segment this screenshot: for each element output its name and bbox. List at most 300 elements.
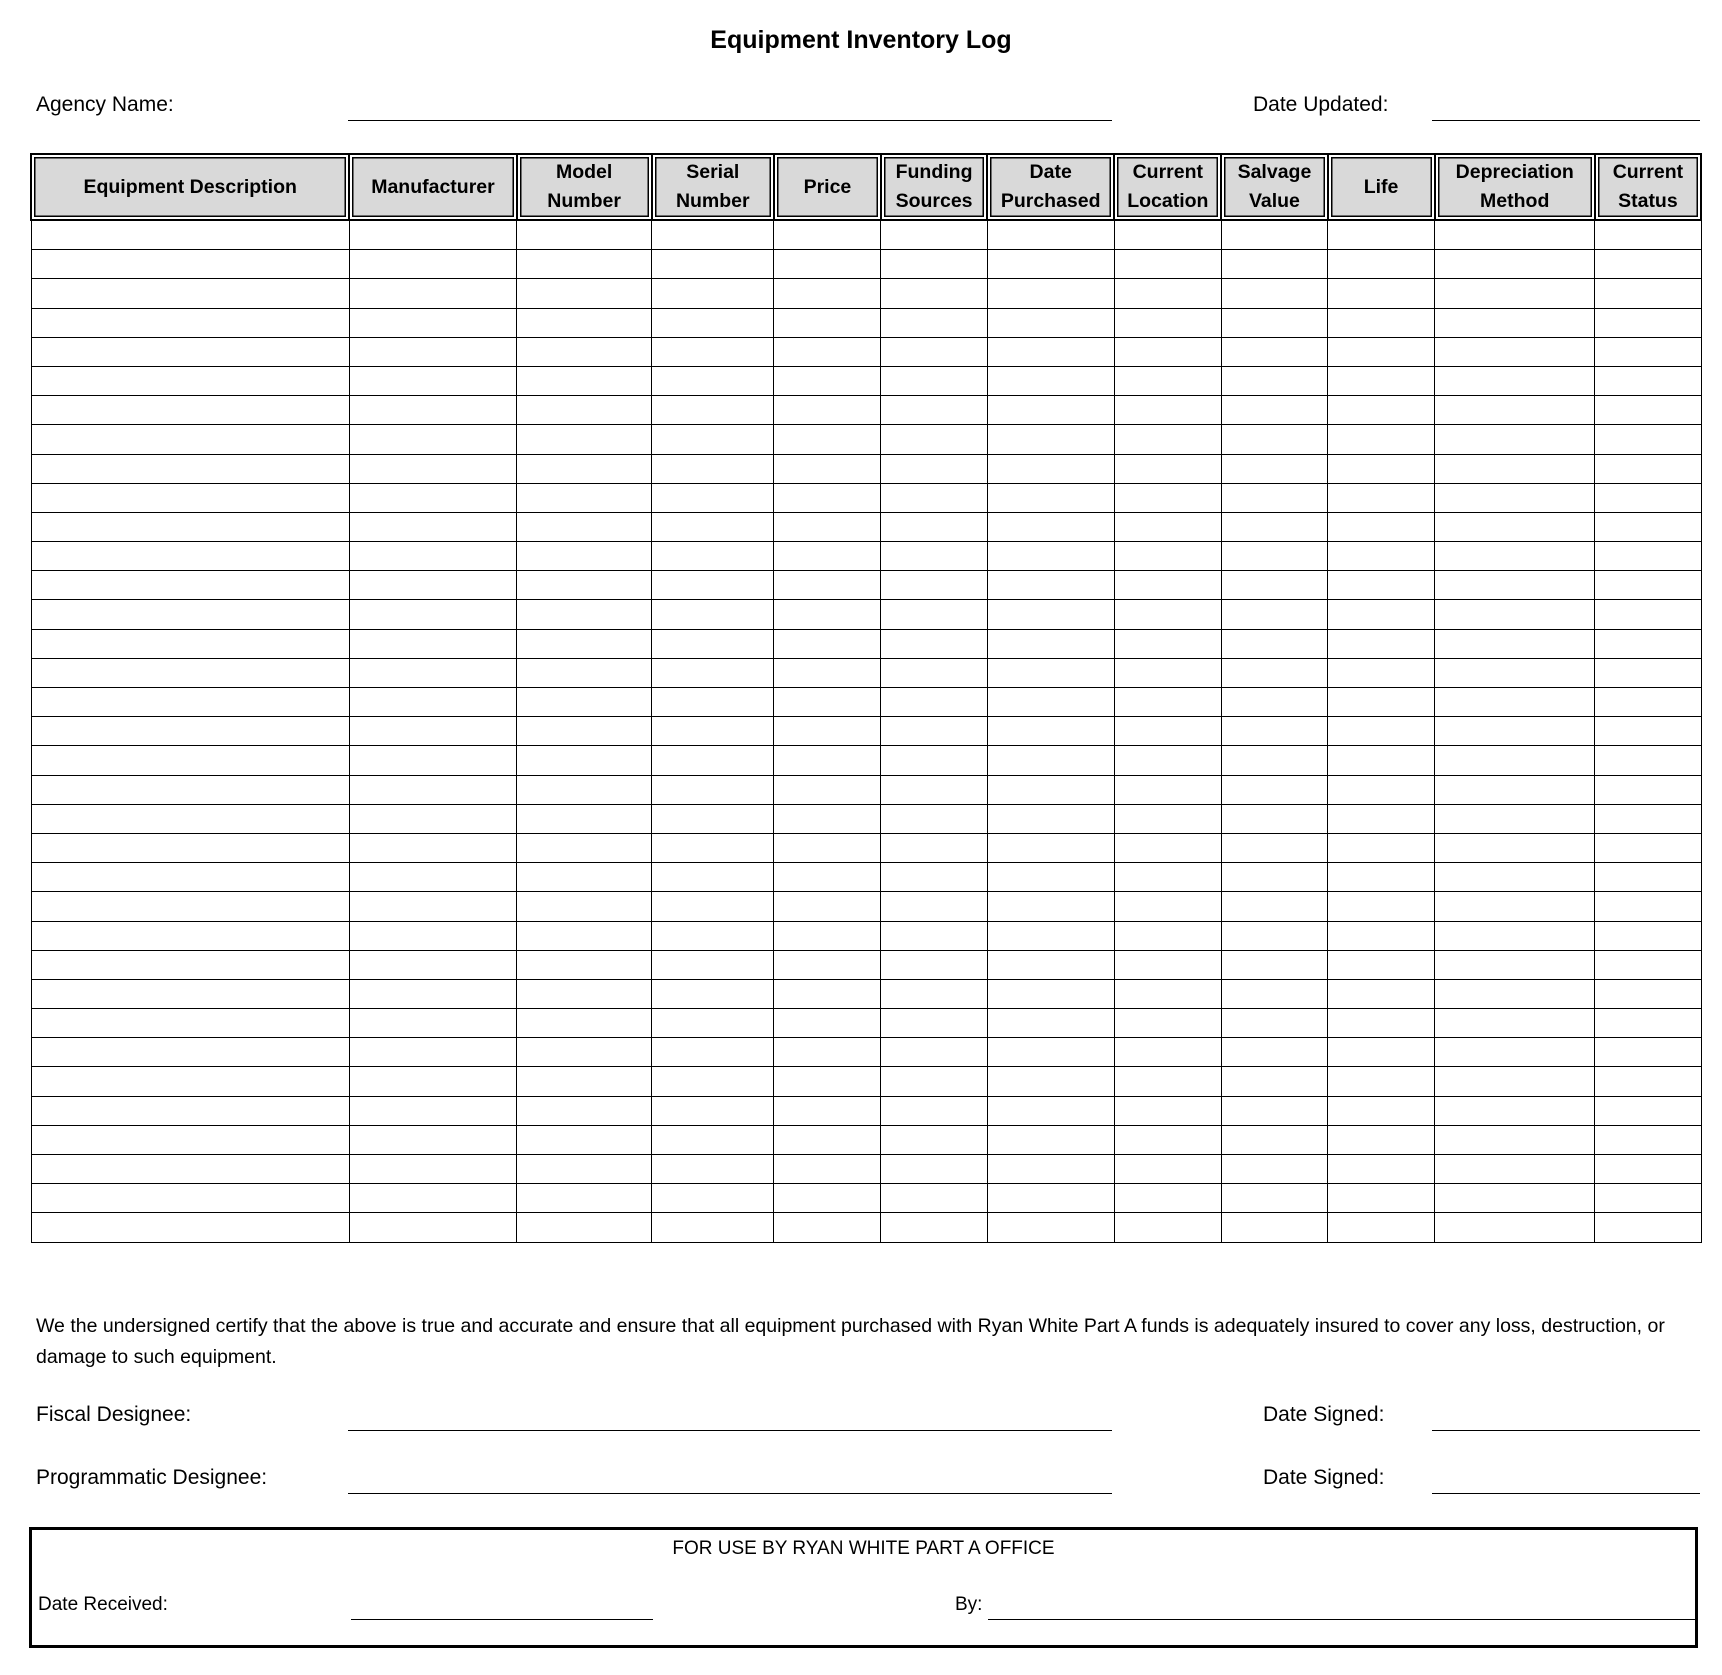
table-cell[interactable] [31, 366, 349, 395]
table-cell[interactable] [881, 600, 987, 629]
table-cell[interactable] [31, 600, 349, 629]
table-cell[interactable] [1435, 571, 1595, 600]
table-cell[interactable] [774, 1009, 881, 1038]
table-cell[interactable] [881, 454, 987, 483]
table-cell[interactable] [1435, 250, 1595, 279]
table-cell[interactable] [1221, 600, 1327, 629]
table-cell[interactable] [1221, 1184, 1327, 1213]
table-cell[interactable] [774, 950, 881, 979]
table-cell[interactable] [1328, 542, 1435, 571]
table-cell[interactable] [31, 950, 349, 979]
table-cell[interactable] [881, 658, 987, 687]
table-cell[interactable] [774, 1096, 881, 1125]
table-cell[interactable] [1221, 337, 1327, 366]
table-cell[interactable] [652, 950, 774, 979]
table-cell[interactable] [517, 337, 652, 366]
table-cell[interactable] [881, 979, 987, 1008]
table-cell[interactable] [774, 833, 881, 862]
table-cell[interactable] [987, 1125, 1114, 1154]
table-cell[interactable] [987, 950, 1114, 979]
table-cell[interactable] [349, 250, 516, 279]
table-cell[interactable] [1114, 863, 1221, 892]
table-cell[interactable] [31, 1067, 349, 1096]
table-cell[interactable] [1114, 746, 1221, 775]
table-cell[interactable] [31, 308, 349, 337]
table-cell[interactable] [31, 1009, 349, 1038]
table-cell[interactable] [349, 1038, 516, 1067]
table-cell[interactable] [774, 921, 881, 950]
table-cell[interactable] [1435, 1213, 1595, 1242]
table-cell[interactable] [652, 483, 774, 512]
table-cell[interactable] [774, 542, 881, 571]
table-cell[interactable] [1221, 629, 1327, 658]
table-cell[interactable] [1595, 746, 1701, 775]
table-cell[interactable] [1221, 1067, 1327, 1096]
table-cell[interactable] [517, 279, 652, 308]
table-cell[interactable] [1114, 1125, 1221, 1154]
table-cell[interactable] [987, 775, 1114, 804]
table-cell[interactable] [1114, 629, 1221, 658]
table-cell[interactable] [1114, 1184, 1221, 1213]
table-cell[interactable] [987, 1184, 1114, 1213]
table-cell[interactable] [1221, 1125, 1327, 1154]
table-cell[interactable] [881, 804, 987, 833]
table-cell[interactable] [1114, 337, 1221, 366]
table-cell[interactable] [1328, 308, 1435, 337]
table-cell[interactable] [1328, 1155, 1435, 1184]
table-cell[interactable] [1114, 1038, 1221, 1067]
table-cell[interactable] [349, 1009, 516, 1038]
table-cell[interactable] [1595, 658, 1701, 687]
table-cell[interactable] [1595, 483, 1701, 512]
table-cell[interactable] [652, 425, 774, 454]
table-cell[interactable] [1328, 1096, 1435, 1125]
table-cell[interactable] [1435, 600, 1595, 629]
table-cell[interactable] [881, 746, 987, 775]
table-cell[interactable] [349, 600, 516, 629]
table-cell[interactable] [652, 366, 774, 395]
table-cell[interactable] [1328, 250, 1435, 279]
date-signed-field-fiscal[interactable] [1432, 1430, 1700, 1431]
table-cell[interactable] [1221, 1038, 1327, 1067]
table-cell[interactable] [652, 250, 774, 279]
table-cell[interactable] [881, 1009, 987, 1038]
table-cell[interactable] [652, 775, 774, 804]
table-cell[interactable] [1328, 454, 1435, 483]
table-cell[interactable] [1328, 921, 1435, 950]
table-cell[interactable] [31, 892, 349, 921]
table-cell[interactable] [1595, 1184, 1701, 1213]
table-cell[interactable] [1595, 1213, 1701, 1242]
table-cell[interactable] [987, 396, 1114, 425]
table-cell[interactable] [1221, 746, 1327, 775]
table-cell[interactable] [349, 542, 516, 571]
table-cell[interactable] [1114, 717, 1221, 746]
table-cell[interactable] [31, 921, 349, 950]
table-cell[interactable] [774, 1184, 881, 1213]
table-cell[interactable] [1435, 1096, 1595, 1125]
table-cell[interactable] [881, 512, 987, 541]
table-cell[interactable] [1595, 950, 1701, 979]
table-cell[interactable] [1114, 1213, 1221, 1242]
table-cell[interactable] [987, 454, 1114, 483]
table-cell[interactable] [1435, 337, 1595, 366]
table-cell[interactable] [1221, 483, 1327, 512]
table-cell[interactable] [349, 308, 516, 337]
table-cell[interactable] [349, 658, 516, 687]
table-cell[interactable] [987, 1038, 1114, 1067]
table-cell[interactable] [1435, 308, 1595, 337]
table-cell[interactable] [349, 1184, 516, 1213]
table-cell[interactable] [1435, 366, 1595, 395]
table-cell[interactable] [652, 921, 774, 950]
table-cell[interactable] [987, 979, 1114, 1008]
table-cell[interactable] [1435, 425, 1595, 454]
table-cell[interactable] [1221, 542, 1327, 571]
table-cell[interactable] [349, 746, 516, 775]
table-cell[interactable] [1595, 979, 1701, 1008]
table-cell[interactable] [1595, 512, 1701, 541]
table-cell[interactable] [987, 250, 1114, 279]
table-cell[interactable] [349, 629, 516, 658]
table-cell[interactable] [987, 833, 1114, 862]
table-cell[interactable] [774, 454, 881, 483]
table-cell[interactable] [349, 279, 516, 308]
table-cell[interactable] [349, 688, 516, 717]
table-cell[interactable] [517, 571, 652, 600]
table-cell[interactable] [1114, 833, 1221, 862]
table-cell[interactable] [1328, 1184, 1435, 1213]
table-cell[interactable] [1435, 1038, 1595, 1067]
table-cell[interactable] [1328, 337, 1435, 366]
table-cell[interactable] [1114, 425, 1221, 454]
table-cell[interactable] [1114, 892, 1221, 921]
table-cell[interactable] [31, 717, 349, 746]
table-cell[interactable] [31, 1125, 349, 1154]
table-cell[interactable] [1328, 833, 1435, 862]
table-cell[interactable] [1221, 454, 1327, 483]
table-cell[interactable] [517, 658, 652, 687]
table-cell[interactable] [1221, 250, 1327, 279]
table-cell[interactable] [31, 396, 349, 425]
table-cell[interactable] [1595, 1067, 1701, 1096]
table-cell[interactable] [987, 804, 1114, 833]
table-cell[interactable] [1114, 921, 1221, 950]
table-cell[interactable] [774, 1038, 881, 1067]
table-cell[interactable] [1114, 950, 1221, 979]
table-cell[interactable] [774, 658, 881, 687]
table-cell[interactable] [987, 600, 1114, 629]
table-cell[interactable] [652, 629, 774, 658]
table-cell[interactable] [1435, 1125, 1595, 1154]
table-cell[interactable] [1435, 746, 1595, 775]
table-cell[interactable] [1595, 833, 1701, 862]
table-cell[interactable] [1435, 1155, 1595, 1184]
table-cell[interactable] [1328, 279, 1435, 308]
table-cell[interactable] [349, 571, 516, 600]
table-cell[interactable] [774, 688, 881, 717]
table-cell[interactable] [1595, 279, 1701, 308]
table-cell[interactable] [881, 571, 987, 600]
table-cell[interactable] [881, 337, 987, 366]
table-cell[interactable] [1328, 1125, 1435, 1154]
table-cell[interactable] [31, 571, 349, 600]
table-cell[interactable] [774, 571, 881, 600]
table-cell[interactable] [1595, 863, 1701, 892]
table-cell[interactable] [349, 979, 516, 1008]
table-cell[interactable] [1114, 512, 1221, 541]
table-cell[interactable] [1328, 220, 1435, 250]
table-cell[interactable] [349, 717, 516, 746]
fiscal-designee-field[interactable] [348, 1430, 1112, 1431]
table-cell[interactable] [774, 250, 881, 279]
table-cell[interactable] [517, 833, 652, 862]
table-cell[interactable] [1595, 308, 1701, 337]
table-cell[interactable] [881, 717, 987, 746]
table-cell[interactable] [517, 1009, 652, 1038]
table-cell[interactable] [349, 454, 516, 483]
table-cell[interactable] [774, 220, 881, 250]
table-cell[interactable] [1328, 1038, 1435, 1067]
table-cell[interactable] [517, 220, 652, 250]
table-cell[interactable] [1595, 804, 1701, 833]
table-cell[interactable] [1221, 833, 1327, 862]
date-updated-field[interactable] [1432, 120, 1700, 121]
table-cell[interactable] [987, 746, 1114, 775]
table-cell[interactable] [1221, 425, 1327, 454]
table-cell[interactable] [1328, 658, 1435, 687]
table-cell[interactable] [1328, 950, 1435, 979]
table-cell[interactable] [881, 775, 987, 804]
table-cell[interactable] [517, 863, 652, 892]
table-cell[interactable] [31, 979, 349, 1008]
table-cell[interactable] [1221, 1096, 1327, 1125]
table-cell[interactable] [774, 1213, 881, 1242]
table-cell[interactable] [1328, 892, 1435, 921]
table-cell[interactable] [517, 1096, 652, 1125]
table-cell[interactable] [652, 1067, 774, 1096]
table-cell[interactable] [1595, 688, 1701, 717]
table-cell[interactable] [1595, 454, 1701, 483]
table-cell[interactable] [1328, 688, 1435, 717]
table-cell[interactable] [517, 746, 652, 775]
table-cell[interactable] [31, 279, 349, 308]
table-cell[interactable] [1435, 1184, 1595, 1213]
table-cell[interactable] [1114, 1155, 1221, 1184]
table-cell[interactable] [517, 950, 652, 979]
table-cell[interactable] [881, 1125, 987, 1154]
table-cell[interactable] [1435, 1009, 1595, 1038]
table-cell[interactable] [1595, 892, 1701, 921]
table-cell[interactable] [31, 483, 349, 512]
table-cell[interactable] [349, 220, 516, 250]
table-cell[interactable] [881, 863, 987, 892]
table-cell[interactable] [1435, 483, 1595, 512]
table-cell[interactable] [349, 1096, 516, 1125]
table-cell[interactable] [1114, 454, 1221, 483]
table-cell[interactable] [1595, 220, 1701, 250]
table-cell[interactable] [517, 717, 652, 746]
table-cell[interactable] [881, 1213, 987, 1242]
table-cell[interactable] [31, 1038, 349, 1067]
table-cell[interactable] [774, 600, 881, 629]
table-cell[interactable] [774, 863, 881, 892]
table-cell[interactable] [1221, 688, 1327, 717]
table-cell[interactable] [1595, 1125, 1701, 1154]
table-cell[interactable] [652, 688, 774, 717]
table-cell[interactable] [31, 1096, 349, 1125]
table-cell[interactable] [987, 1009, 1114, 1038]
table-cell[interactable] [1328, 483, 1435, 512]
table-cell[interactable] [31, 833, 349, 862]
table-cell[interactable] [349, 1067, 516, 1096]
table-cell[interactable] [517, 921, 652, 950]
table-cell[interactable] [31, 337, 349, 366]
table-cell[interactable] [987, 658, 1114, 687]
table-cell[interactable] [881, 921, 987, 950]
table-cell[interactable] [881, 1155, 987, 1184]
table-cell[interactable] [1221, 396, 1327, 425]
table-cell[interactable] [1595, 1009, 1701, 1038]
table-cell[interactable] [517, 775, 652, 804]
table-cell[interactable] [1328, 366, 1435, 395]
table-cell[interactable] [652, 979, 774, 1008]
table-cell[interactable] [1328, 979, 1435, 1008]
table-cell[interactable] [881, 308, 987, 337]
table-cell[interactable] [1328, 717, 1435, 746]
table-cell[interactable] [31, 746, 349, 775]
table-cell[interactable] [774, 804, 881, 833]
table-cell[interactable] [1595, 396, 1701, 425]
table-cell[interactable] [517, 396, 652, 425]
table-cell[interactable] [1328, 571, 1435, 600]
table-cell[interactable] [1435, 804, 1595, 833]
table-cell[interactable] [349, 863, 516, 892]
table-cell[interactable] [1221, 979, 1327, 1008]
table-cell[interactable] [349, 366, 516, 395]
table-cell[interactable] [652, 863, 774, 892]
table-cell[interactable] [31, 688, 349, 717]
table-cell[interactable] [517, 979, 652, 1008]
table-cell[interactable] [1114, 571, 1221, 600]
table-cell[interactable] [349, 804, 516, 833]
table-cell[interactable] [1114, 1067, 1221, 1096]
table-cell[interactable] [987, 220, 1114, 250]
table-cell[interactable] [1595, 921, 1701, 950]
table-cell[interactable] [652, 1038, 774, 1067]
table-cell[interactable] [1328, 863, 1435, 892]
table-cell[interactable] [652, 1184, 774, 1213]
table-cell[interactable] [1435, 542, 1595, 571]
table-cell[interactable] [1114, 366, 1221, 395]
table-cell[interactable] [1435, 688, 1595, 717]
table-cell[interactable] [652, 658, 774, 687]
table-cell[interactable] [1328, 512, 1435, 541]
table-cell[interactable] [31, 1155, 349, 1184]
table-cell[interactable] [652, 279, 774, 308]
table-cell[interactable] [652, 1155, 774, 1184]
table-cell[interactable] [881, 1184, 987, 1213]
table-cell[interactable] [349, 425, 516, 454]
table-cell[interactable] [1114, 775, 1221, 804]
table-cell[interactable] [517, 688, 652, 717]
table-cell[interactable] [349, 921, 516, 950]
table-cell[interactable] [1435, 717, 1595, 746]
table-cell[interactable] [1595, 1155, 1701, 1184]
agency-name-field[interactable] [348, 120, 1112, 121]
table-cell[interactable] [652, 337, 774, 366]
table-cell[interactable] [774, 746, 881, 775]
table-cell[interactable] [881, 220, 987, 250]
table-cell[interactable] [1328, 396, 1435, 425]
table-cell[interactable] [987, 717, 1114, 746]
table-cell[interactable] [987, 366, 1114, 395]
table-cell[interactable] [987, 629, 1114, 658]
table-cell[interactable] [1328, 804, 1435, 833]
table-cell[interactable] [517, 512, 652, 541]
table-cell[interactable] [774, 1125, 881, 1154]
table-cell[interactable] [652, 1096, 774, 1125]
table-cell[interactable] [1221, 775, 1327, 804]
table-cell[interactable] [1114, 658, 1221, 687]
table-cell[interactable] [881, 833, 987, 862]
table-cell[interactable] [987, 1213, 1114, 1242]
table-cell[interactable] [517, 1038, 652, 1067]
table-cell[interactable] [881, 892, 987, 921]
table-cell[interactable] [1595, 1038, 1701, 1067]
table-cell[interactable] [1221, 220, 1327, 250]
table-cell[interactable] [881, 1067, 987, 1096]
table-cell[interactable] [652, 1125, 774, 1154]
table-cell[interactable] [517, 250, 652, 279]
table-cell[interactable] [31, 804, 349, 833]
table-cell[interactable] [1114, 396, 1221, 425]
table-cell[interactable] [987, 1096, 1114, 1125]
table-cell[interactable] [31, 775, 349, 804]
table-cell[interactable] [349, 512, 516, 541]
table-cell[interactable] [774, 775, 881, 804]
table-cell[interactable] [1595, 600, 1701, 629]
programmatic-designee-field[interactable] [348, 1493, 1112, 1494]
table-cell[interactable] [881, 542, 987, 571]
table-cell[interactable] [774, 308, 881, 337]
table-cell[interactable] [1328, 1009, 1435, 1038]
table-cell[interactable] [987, 512, 1114, 541]
table-cell[interactable] [652, 804, 774, 833]
table-cell[interactable] [1328, 629, 1435, 658]
table-cell[interactable] [774, 425, 881, 454]
table-cell[interactable] [1595, 629, 1701, 658]
table-cell[interactable] [774, 717, 881, 746]
table-cell[interactable] [1435, 775, 1595, 804]
table-cell[interactable] [1114, 979, 1221, 1008]
table-cell[interactable] [517, 1067, 652, 1096]
table-cell[interactable] [349, 775, 516, 804]
table-cell[interactable] [1114, 542, 1221, 571]
table-cell[interactable] [517, 425, 652, 454]
table-cell[interactable] [349, 1155, 516, 1184]
table-cell[interactable] [1435, 629, 1595, 658]
table-cell[interactable] [1595, 571, 1701, 600]
table-cell[interactable] [652, 396, 774, 425]
table-cell[interactable] [1328, 746, 1435, 775]
table-cell[interactable] [1435, 833, 1595, 862]
table-cell[interactable] [1221, 804, 1327, 833]
table-cell[interactable] [652, 542, 774, 571]
table-cell[interactable] [1595, 775, 1701, 804]
table-cell[interactable] [652, 746, 774, 775]
table-cell[interactable] [1595, 337, 1701, 366]
